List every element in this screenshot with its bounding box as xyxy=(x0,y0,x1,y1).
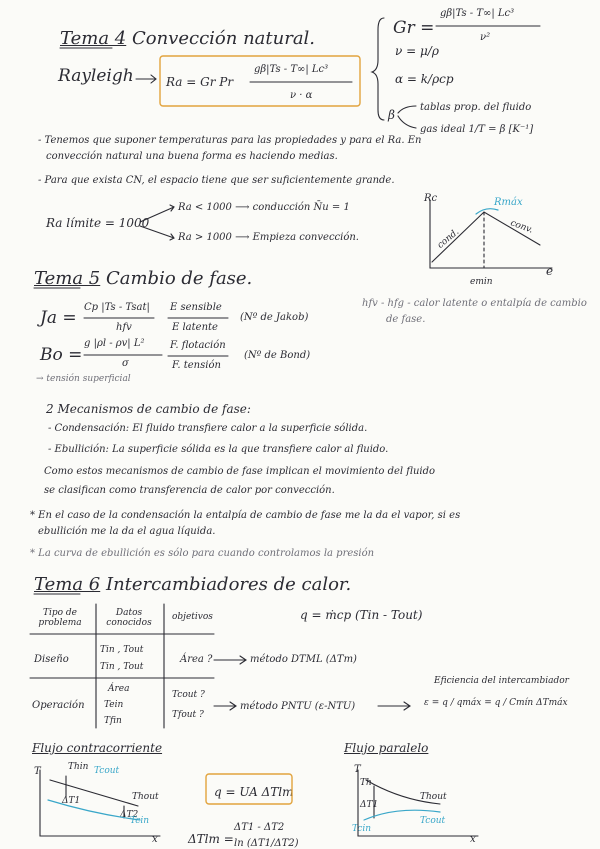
mechanisms-title: 2 Mecanismos de cambio de fase: xyxy=(46,402,251,416)
contra-thin: Thin xyxy=(68,762,89,772)
gr-label: Gr = xyxy=(393,18,435,38)
ja-denominator: hfv xyxy=(116,322,132,333)
ra-case-convection: Ra > 1000 ⟶ Empieza convección. xyxy=(178,232,359,243)
convection-note-line2: se clasifican como transferencia de calor por convección. xyxy=(44,485,335,496)
star-note1-line1: * En el caso de la condensación la entalpía de cambio de fase me la da el vapor, si es xyxy=(30,510,461,521)
table-header-goals: objetivos xyxy=(172,612,213,622)
row-design-data2: Tin , Tout xyxy=(100,662,144,672)
beta-tables: tablas prop. del fluido xyxy=(420,102,532,113)
contra-tcin: Tcin xyxy=(130,816,150,826)
contra-t-axis: T xyxy=(34,766,41,777)
property-brace xyxy=(372,18,384,120)
mechanism-condensation: - Condensación: El fluido transfiere calor a la superficie sólida. xyxy=(48,423,368,434)
dtlm-denominator: ln (ΔT1/ΔT2) xyxy=(234,838,299,849)
bo-eq2-numerator: F. flotación xyxy=(170,340,226,351)
efficiency-title: Eficiencia del intercambiador xyxy=(434,676,569,686)
tema4-number: Tema 4 xyxy=(60,28,127,49)
star-note1-line2: ebullición me la da el agua líquida. xyxy=(38,526,216,537)
ra-branch-down xyxy=(140,226,174,240)
bo-eq2-denominator: F. tensión xyxy=(172,360,221,371)
row-operation-method: método PNTU (ε-NTU) xyxy=(240,701,356,712)
contra-x-axis: x xyxy=(152,834,158,845)
row-operation-data2: Tein xyxy=(104,700,124,710)
contra-dt1: ΔT1 xyxy=(62,796,81,806)
ja-eq2-denominator: E latente xyxy=(172,322,218,333)
ra-branch-up xyxy=(140,205,174,222)
rc-graph-curve xyxy=(432,212,540,262)
e-axis-label: e xyxy=(546,264,554,278)
hfg-note-line1: hfv - hfg - calor latente o entalpía de cambio xyxy=(362,298,587,309)
flujo-paralelo-title: Flujo paralelo xyxy=(344,741,429,755)
nu-eq: ν = μ/ρ xyxy=(395,44,439,58)
star-note2: * La curva de ebullición es sólo para cuando controlamos la presión xyxy=(30,548,375,559)
ra-denominator: ν · α xyxy=(290,90,313,101)
table-header-type: Tipo de problema xyxy=(38,608,82,628)
operation-arrow xyxy=(214,702,236,710)
paralelo-x-axis: x xyxy=(470,834,476,845)
row-operation-data3: Tfin xyxy=(104,716,122,726)
dtlm-numerator: ΔT1 - ΔT2 xyxy=(234,822,285,833)
paralelo-thout: Thout xyxy=(420,792,447,802)
paralelo-dt1: ΔT1 xyxy=(360,800,379,810)
efficiency-equation: ε = q / qmáx = q / Cmín ΔTmáx xyxy=(424,698,568,708)
ja-name: (Nº de Jakob) xyxy=(240,312,309,323)
tema6-number: Tema 6 xyxy=(34,574,101,595)
tema5-title: Cambio de fase. xyxy=(105,268,253,289)
ja-eq2-numerator: E sensible xyxy=(170,302,222,313)
paralelo-tcout: Tcout xyxy=(420,816,446,826)
note1-line1: - Tenemos que suponer temperaturas para las propiedades y para el Ra. En xyxy=(38,135,422,146)
ra-limit: Ra límite = 1000 xyxy=(46,216,150,230)
bo-name: (Nº de Bond) xyxy=(244,350,311,361)
rc-graph-axes xyxy=(430,200,552,268)
beta-label: β xyxy=(388,108,395,122)
row-operation-data1: Área xyxy=(108,684,130,694)
q-equation: q = ṁcp (Tin - Tout) xyxy=(300,608,423,622)
table-column-lines xyxy=(96,604,164,728)
row-operation-goal1: Tcout ? xyxy=(172,690,205,700)
emin-label: emin xyxy=(470,277,493,287)
cond-label: cond. xyxy=(435,227,462,251)
row-operation-type: Operación xyxy=(32,700,85,711)
conv-label: conv. xyxy=(508,218,535,236)
paralelo-hot-line xyxy=(366,780,440,804)
ra-numerator: gβ|Ts - T∞| Lc³ xyxy=(254,64,329,75)
row-design-data1: Tin , Tout xyxy=(100,645,144,655)
bo-fraction-bars xyxy=(84,355,228,356)
dtlm-label: ΔTlm = xyxy=(188,832,234,846)
ja-label: Ja = xyxy=(40,308,77,328)
ra-formula: Ra = Gr Pr xyxy=(166,75,234,89)
rc-axis-label: Rc xyxy=(424,193,438,204)
row-operation-goal2: Tfout ? xyxy=(172,710,204,720)
rmax-label: Rmáx xyxy=(494,197,523,208)
table-header-data: Datos conocidos xyxy=(106,608,152,628)
beta-gas: gas ideal 1/T = β [K⁻¹] xyxy=(420,124,534,135)
paralelo-axes xyxy=(358,770,478,836)
hfg-note-line2: de fase. xyxy=(386,314,426,325)
contra-dt2: ΔT2 xyxy=(120,810,139,820)
note2: - Para que exista CN, el espacio tiene que ser suficientemente grande. xyxy=(38,175,395,186)
rayleigh-arrow xyxy=(136,75,156,83)
contra-tcout: Tcout xyxy=(94,766,120,776)
flujo-contracorriente-title: Flujo contracorriente xyxy=(32,741,163,755)
q-ua-box xyxy=(206,774,292,804)
paralelo-tcin: Tcin xyxy=(352,824,372,834)
paralelo-t-axis: T xyxy=(354,764,361,775)
ra-case-conduction: Ra < 1000 ⟶ conducción N̄u = 1 xyxy=(178,202,350,213)
row-design-method: método DTML (ΔTm) xyxy=(250,654,357,665)
rayleigh-label: Rayleigh xyxy=(58,66,134,86)
row-design-goal: Área ? xyxy=(180,654,213,665)
row-design-type: Diseño xyxy=(34,654,69,665)
bo-denominator: σ xyxy=(122,358,129,369)
paralelo-cold-line xyxy=(364,810,440,820)
tema5-number: Tema 5 xyxy=(34,268,101,289)
gr-numerator: gβ|Ts - T∞| Lc³ xyxy=(440,8,515,19)
convection-note-line1: Como estos mecanismos de cambio de fase implican el movimiento del fluido xyxy=(44,466,436,477)
ja-numerator: Cp |Ts - Tsat| xyxy=(84,302,150,313)
rayleigh-box xyxy=(160,56,360,106)
tema4-title: Convección natural. xyxy=(131,28,316,49)
paralelo-th: Th xyxy=(360,778,372,788)
q-boxed-equation: q = UA ΔTlm xyxy=(214,785,294,799)
contra-hot-line xyxy=(50,780,138,806)
operation-arrow-2 xyxy=(378,702,410,710)
tema6-title: Intercambiadores de calor. xyxy=(105,574,352,595)
note1-line2: convección natural una buena forma es haciendo medias. xyxy=(46,151,338,162)
alpha-eq: α = k/ρcp xyxy=(395,72,454,86)
mechanism-boiling: - Ebullición: La superficie sólida es la que transfiere calor al fluido. xyxy=(48,444,389,455)
gr-denominator: ν² xyxy=(480,32,491,43)
sigma-note: → tensión superficial xyxy=(36,374,131,384)
contra-thout: Thout xyxy=(132,792,159,802)
bo-label: Bo = xyxy=(40,345,83,365)
beta-branch xyxy=(398,106,416,128)
design-arrow xyxy=(214,656,246,664)
bo-numerator: g |ρl - ρv| L² xyxy=(84,338,145,349)
